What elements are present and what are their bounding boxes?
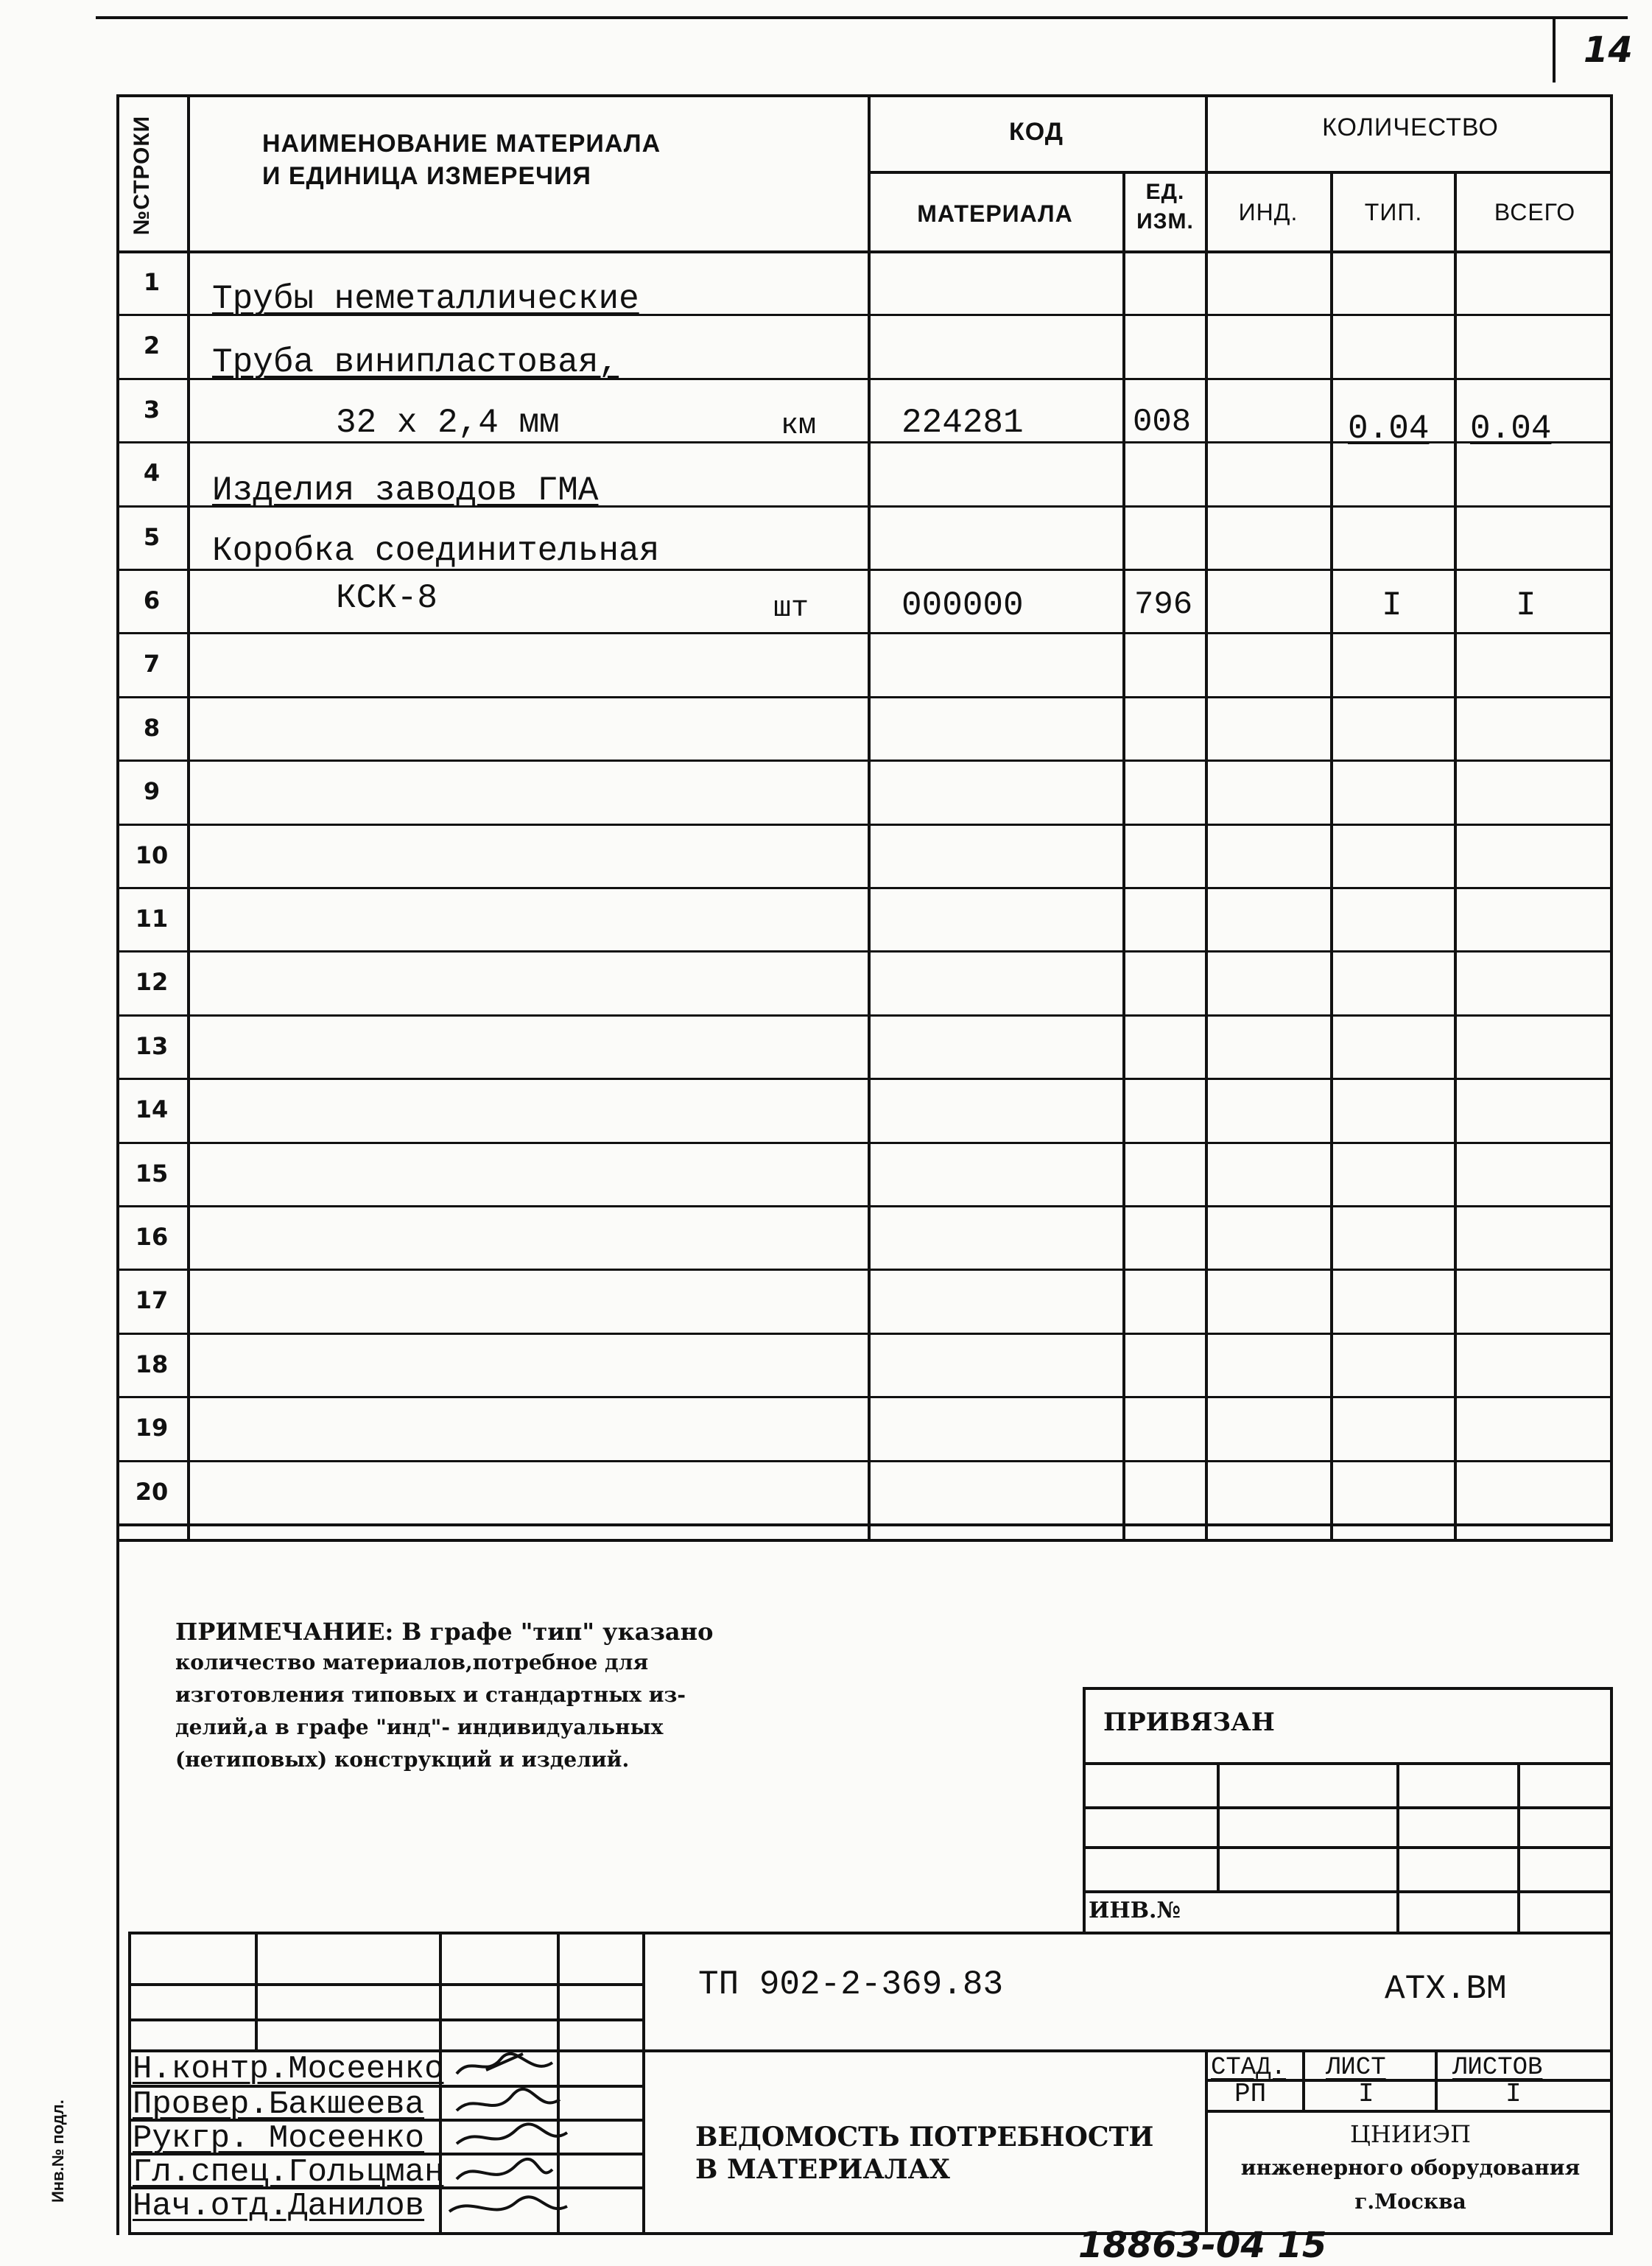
title-vline-4 — [642, 1932, 645, 2235]
col-line-name — [868, 94, 871, 1542]
row-number: 8 — [143, 713, 161, 742]
note-line-2: количество материалов,потребное для — [175, 1650, 649, 1674]
col-line-typ — [1330, 171, 1333, 1542]
header-mid-line — [868, 171, 1613, 174]
row-number: 9 — [143, 777, 161, 806]
binding-line-2 — [1083, 1806, 1613, 1809]
row-number: 13 — [135, 1031, 169, 1060]
row-3-ind: 0.04 — [1348, 410, 1430, 448]
row-6-total: I — [1516, 586, 1536, 625]
stage-value: РП — [1234, 2079, 1267, 2109]
org-line-1: ЦНИИЭП — [1349, 2120, 1471, 2148]
page-number-divider — [1553, 16, 1556, 83]
row-number: 18 — [135, 1350, 169, 1378]
note-line-5: (нетиповых) конструкций и изделий. — [175, 1747, 630, 1772]
signature-1: Н.контр.Мосеенко — [133, 2051, 444, 2088]
row-number: 6 — [143, 586, 161, 614]
page-number: 14 — [1584, 29, 1633, 71]
top-border — [96, 16, 1628, 19]
col-line-code — [1122, 171, 1125, 1542]
row-6-code: 000000 — [901, 586, 1024, 625]
row-number: 10 — [135, 841, 169, 869]
col-code-unit-header-1: ЕД. — [1145, 180, 1185, 204]
sheet-code: АТХ.ВМ — [1385, 1970, 1507, 2008]
sheets-label: ЛИСТОВ — [1452, 2054, 1543, 2082]
row-number: 7 — [143, 650, 161, 678]
doc-title-2: В МАТЕРИАЛАХ — [695, 2154, 950, 2185]
row-3-code: 224281 — [901, 404, 1024, 442]
col-code-header: КОД — [1009, 118, 1064, 146]
row-number: 16 — [135, 1223, 169, 1251]
row-separator — [116, 696, 1613, 698]
org-line-2: инженерного оборудования — [1240, 2155, 1581, 2180]
row-separator — [116, 1142, 1613, 1144]
col-code-material-header: МАТЕРИАЛА — [917, 200, 1073, 227]
row-separator — [116, 950, 1613, 953]
row-number: 2 — [143, 332, 161, 360]
signature-3: Рукгр. Мосеенко — [133, 2120, 425, 2157]
binding-vline-3 — [1517, 1762, 1520, 1934]
row-number: 15 — [135, 1159, 169, 1188]
row-separator — [116, 632, 1613, 634]
bottom-number: 18863-04 15 — [1078, 2225, 1327, 2266]
row-6-unit: шт — [773, 592, 809, 625]
row-6-uom: 796 — [1134, 586, 1193, 623]
row-3-total: 0.04 — [1470, 410, 1552, 448]
stage-vline-2 — [1435, 2049, 1438, 2110]
row-number: 4 — [143, 459, 161, 488]
row-6-ind: I — [1382, 586, 1402, 625]
binding-line-4 — [1083, 1890, 1613, 1893]
row-number: 19 — [135, 1414, 169, 1442]
handwritten-signatures — [442, 2048, 633, 2232]
header-bottom-line — [116, 250, 1613, 253]
row-4-name: Изделия заводов ГМА — [212, 471, 599, 510]
col-qty-total-header: ВСЕГО — [1494, 199, 1576, 225]
col-line-rownum — [187, 94, 190, 1542]
row-separator — [116, 1078, 1613, 1080]
row-5-name: Коробка соединительная — [212, 532, 660, 570]
note-line-1: ПРИМЕЧАНИЕ: В графе "тип" указано — [175, 1618, 714, 1646]
row-separator — [116, 1460, 1613, 1462]
binding-vline-1 — [1217, 1762, 1220, 1890]
row-2-name: Труба винипластовая, — [212, 343, 619, 382]
row-number: 3 — [143, 395, 161, 424]
title-line-1 — [128, 1983, 644, 1986]
inv-label: ИНВ.№ — [1089, 1898, 1181, 1923]
col-qty-ind-header: ИНД. — [1238, 199, 1298, 225]
col-line-uom — [1205, 94, 1208, 1542]
row-separator — [116, 1333, 1613, 1335]
row-separator — [116, 760, 1613, 762]
signature-5: Нач.отд.Данилов — [133, 2188, 425, 2225]
doc-code: ТП 902-2-369.83 — [698, 1965, 1004, 2004]
signature-2: Провер.Бакшеева — [133, 2086, 425, 2123]
col-qty-type-header: ТИП. — [1364, 199, 1423, 225]
sheet-label: ЛИСТ — [1326, 2054, 1386, 2082]
row-1-name: Трубы неметаллические — [212, 280, 639, 318]
binding-line-3 — [1083, 1846, 1613, 1849]
row-separator — [116, 1269, 1613, 1271]
row-3-name: 32 x 2,4 мм — [336, 404, 560, 442]
binding-title: ПРИВЯЗАН — [1103, 1708, 1275, 1737]
org-line-3: г.Москва — [1354, 2189, 1466, 2214]
signature-4: Гл.спец.Гольцман — [133, 2154, 444, 2191]
sheet-value: I — [1358, 2079, 1374, 2109]
col-name-header-2: И ЕДИНИЦА ИЗМЕРЕЧИЯ — [262, 162, 591, 190]
row-number: 17 — [135, 1286, 169, 1315]
row-3-uom: 008 — [1133, 404, 1192, 441]
row-number: 14 — [135, 1095, 169, 1124]
row-separator — [116, 824, 1613, 826]
row-number: 20 — [135, 1477, 169, 1506]
row-separator — [116, 887, 1613, 889]
stage-vline-1 — [1302, 2049, 1305, 2110]
stage-hline-2 — [1205, 2110, 1613, 2113]
title-line-2 — [128, 2018, 644, 2021]
stage-label: СТАД. — [1211, 2054, 1287, 2082]
binding-vline-2 — [1396, 1762, 1399, 1934]
side-stamp: Инв.№ подл. — [49, 2100, 67, 2203]
left-margin-line — [116, 1473, 119, 2235]
note-line-4: делий,а в графе "инд"- индивидуальных — [175, 1715, 664, 1739]
rows-bottom-line — [116, 1523, 1613, 1526]
col-row-no-header: №СТРОКИ — [130, 115, 154, 236]
row-number: 11 — [135, 905, 169, 933]
row-number: 1 — [143, 268, 161, 296]
row-6-name: КСК-8 — [336, 579, 438, 617]
note-line-3: изготовления типовых и стандартных из- — [175, 1683, 686, 1707]
doc-title-1: ВЕДОМОСТЬ ПОТРЕБНОСТИ — [695, 2122, 1154, 2153]
col-qty-header: КОЛИЧЕСТВО — [1322, 113, 1499, 141]
col-name-header-1: НАИМЕНОВАНИЕ МАТЕРИАЛА — [262, 130, 661, 158]
row-number: 5 — [143, 522, 161, 551]
row-number: 12 — [135, 968, 169, 997]
col-code-unit-header-2: ИЗМ. — [1136, 209, 1194, 234]
row-separator — [116, 1396, 1613, 1398]
col-line-ind — [1454, 171, 1457, 1542]
row-separator — [116, 1205, 1613, 1207]
title-vline-1 — [255, 1932, 258, 2049]
row-3-unit: км — [781, 410, 817, 443]
row-separator — [116, 1014, 1613, 1017]
sheets-value: I — [1505, 2079, 1522, 2109]
binding-line-1 — [1083, 1762, 1613, 1765]
